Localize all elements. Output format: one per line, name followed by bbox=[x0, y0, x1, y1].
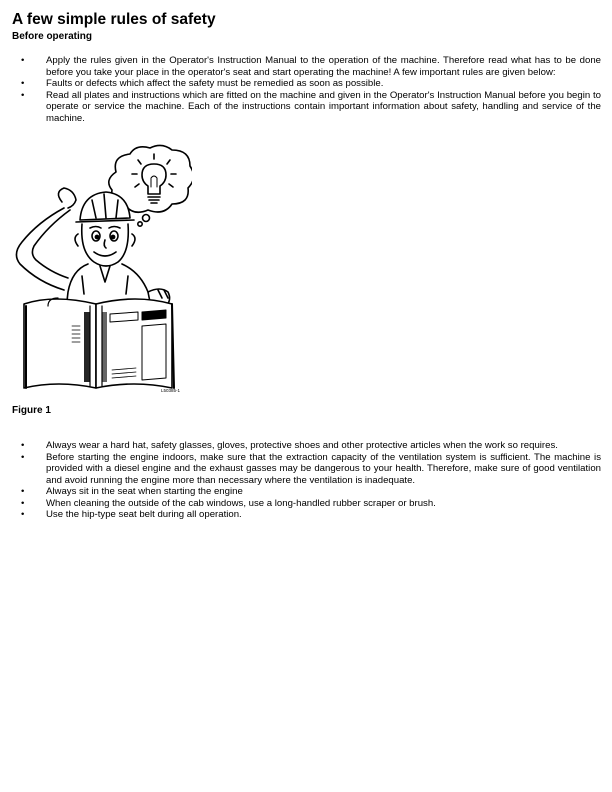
bullet-dot: • bbox=[21, 497, 25, 509]
bullet-dot: • bbox=[21, 440, 25, 451]
list-item bbox=[0, 78, 601, 90]
bullet-dot: • bbox=[21, 486, 25, 497]
bullet-list-before-operating bbox=[0, 55, 601, 124]
list-item-text: When cleaning the outside of the cab windows, use a long-handled rubber scraper or brush. bbox=[46, 497, 436, 509]
figure-code: L50385-1 bbox=[161, 388, 181, 393]
bullet-dot: • bbox=[21, 509, 25, 520]
list-item bbox=[0, 90, 601, 125]
figure-caption: Figure 1 bbox=[12, 405, 51, 416]
bullet-dot: • bbox=[21, 451, 25, 463]
list-item-text: Read all plates and instructions which are fitted on the machine and given in the Operator's Instruction Manual before you begin to operate or service the machine. Each of the instructions contain important information about safety, handling and service of the machine. bbox=[46, 89, 601, 124]
list-item bbox=[0, 440, 601, 452]
list-item bbox=[0, 498, 601, 510]
man-reading-manual-illustration bbox=[8, 142, 192, 398]
face bbox=[75, 224, 135, 266]
list-item-text: Apply the rules given in the Operator's Instruction Manual to the operation of the machine. Therefore read what has to be done before you take your place in the operator's seat and start operating the machine! A few important rules are given below: bbox=[46, 55, 601, 78]
figure-illustration bbox=[8, 142, 192, 398]
bullet-dot: • bbox=[21, 89, 25, 101]
list-item-text: Use the hip-type seat belt during all operation. bbox=[46, 509, 242, 520]
page-title: A few simple rules of safety bbox=[12, 11, 216, 28]
list-item bbox=[0, 452, 601, 487]
list-item-text: Faults or defects which affect the safety must be remedied as soon as possible. bbox=[46, 78, 384, 89]
bullet-dot: • bbox=[21, 55, 25, 66]
list-item-text: Always sit in the seat when starting the engine bbox=[46, 486, 243, 497]
raised-arm bbox=[16, 188, 76, 290]
open-manual-book-icon bbox=[24, 298, 174, 388]
list-item-text: Before starting the engine indoors, make sure that the extraction capacity of the ventilation system is sufficient. The machine is provided with a diesel engine and the exhaust gasses may be dangerous to your health. Therefore, make sure of good ventilation and avoid running the engine more than necessary where the ventilation is inadequate. bbox=[46, 451, 601, 486]
list-item bbox=[0, 509, 601, 521]
list-item bbox=[0, 486, 601, 498]
list-item-text: Always wear a hard hat, safety glasses, gloves, protective shoes and other protective articles when the work so requires. bbox=[46, 440, 558, 451]
section-heading-before-operating: Before operating bbox=[12, 31, 93, 42]
list-item bbox=[0, 55, 601, 78]
bullet-list-safety-rules bbox=[0, 440, 601, 521]
bullet-dot: • bbox=[21, 78, 25, 89]
